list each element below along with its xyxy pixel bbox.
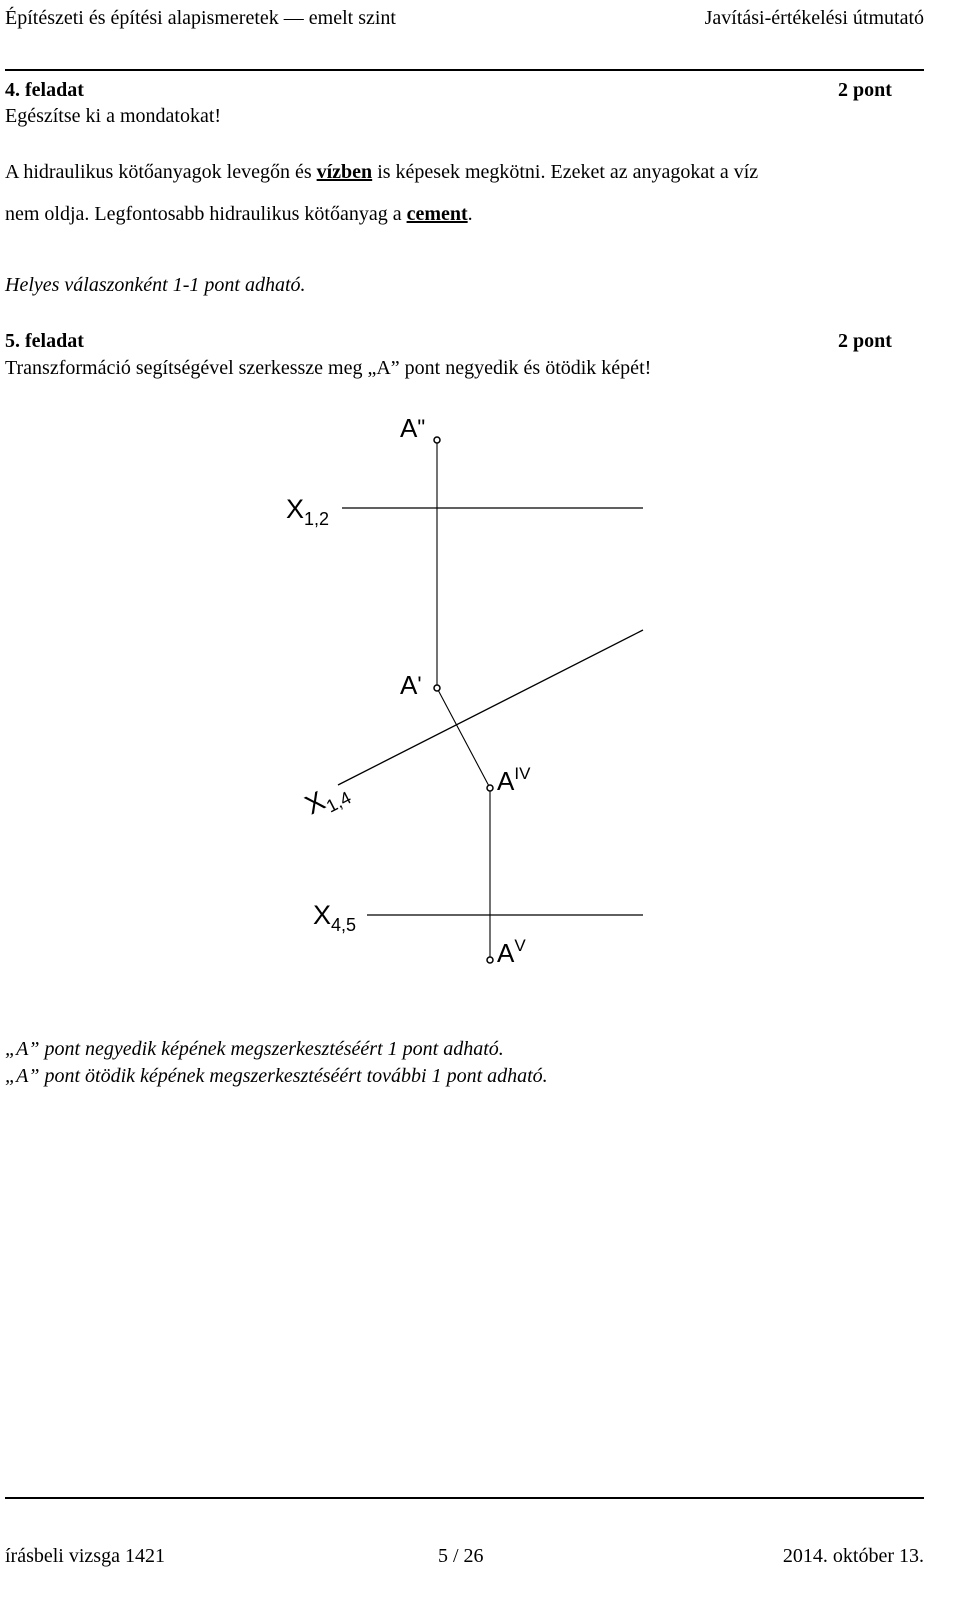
label-x12: $X_{1,2}$ (286, 494, 330, 529)
task5-scoring-2: „A” pont ötödik képének megszerkesztéséért további 1 pont adható. (5, 1065, 548, 1087)
ordinal-a1-a4 (437, 688, 490, 788)
line2-after: . (467, 203, 473, 225)
point-a2 (434, 437, 440, 443)
line2-before: nem oldja. Legfontosabb hidraulikus kötőanyag a (5, 203, 407, 225)
task4-title: 4. feladat (5, 79, 84, 101)
answer-cement: cement (406, 203, 468, 225)
label-x45: $X_{4,5}$ (313, 900, 357, 935)
label-a5: $A^V$ (497, 936, 526, 968)
header-right: Javítási-értékelési útmutató (704, 7, 924, 29)
footer-date: 2014. október 13. (782, 1545, 924, 1567)
point-a5 (487, 957, 493, 963)
label-a2: A" (400, 413, 426, 443)
axis-x14 (338, 630, 643, 785)
point-a4 (487, 785, 493, 791)
task5-scoring-1: „A” pont negyedik képének megszerkesztéséért 1 pont adható. (5, 1038, 504, 1060)
task4-scoring: Helyes válaszonként 1-1 pont adható. (5, 274, 306, 296)
answer-vizben: vízben (316, 161, 373, 183)
line1-after: is képesek megkötni. Ezeket az anyagokat a víz (372, 161, 759, 183)
point-a1 (434, 685, 440, 691)
footer-left: írásbeli vizsga 1421 (5, 1545, 165, 1567)
task5-title: 5. feladat (5, 330, 84, 352)
task4-points: 2 pont (838, 79, 892, 101)
header-left: Építészeti és építési alapismeretek — emelt szint (5, 7, 396, 29)
line1-before: A hidraulikus kötőanyagok levegőn és (5, 161, 317, 183)
task5-points: 2 pont (838, 330, 892, 352)
label-x14: $X_{1,4}$ (300, 785, 355, 821)
label-a4: $A^{IV}$ (497, 764, 531, 796)
label-a1: A' (400, 670, 422, 700)
task5-instruction: Transzformáció segítségével szerkessze meg „A” pont negyedik és ötödik képét! (5, 357, 652, 379)
footer-divider (5, 1497, 924, 1499)
footer-page-number: 5 / 26 (438, 1545, 484, 1567)
task4-instruction: Egészítse ki a mondatokat! (5, 105, 222, 127)
